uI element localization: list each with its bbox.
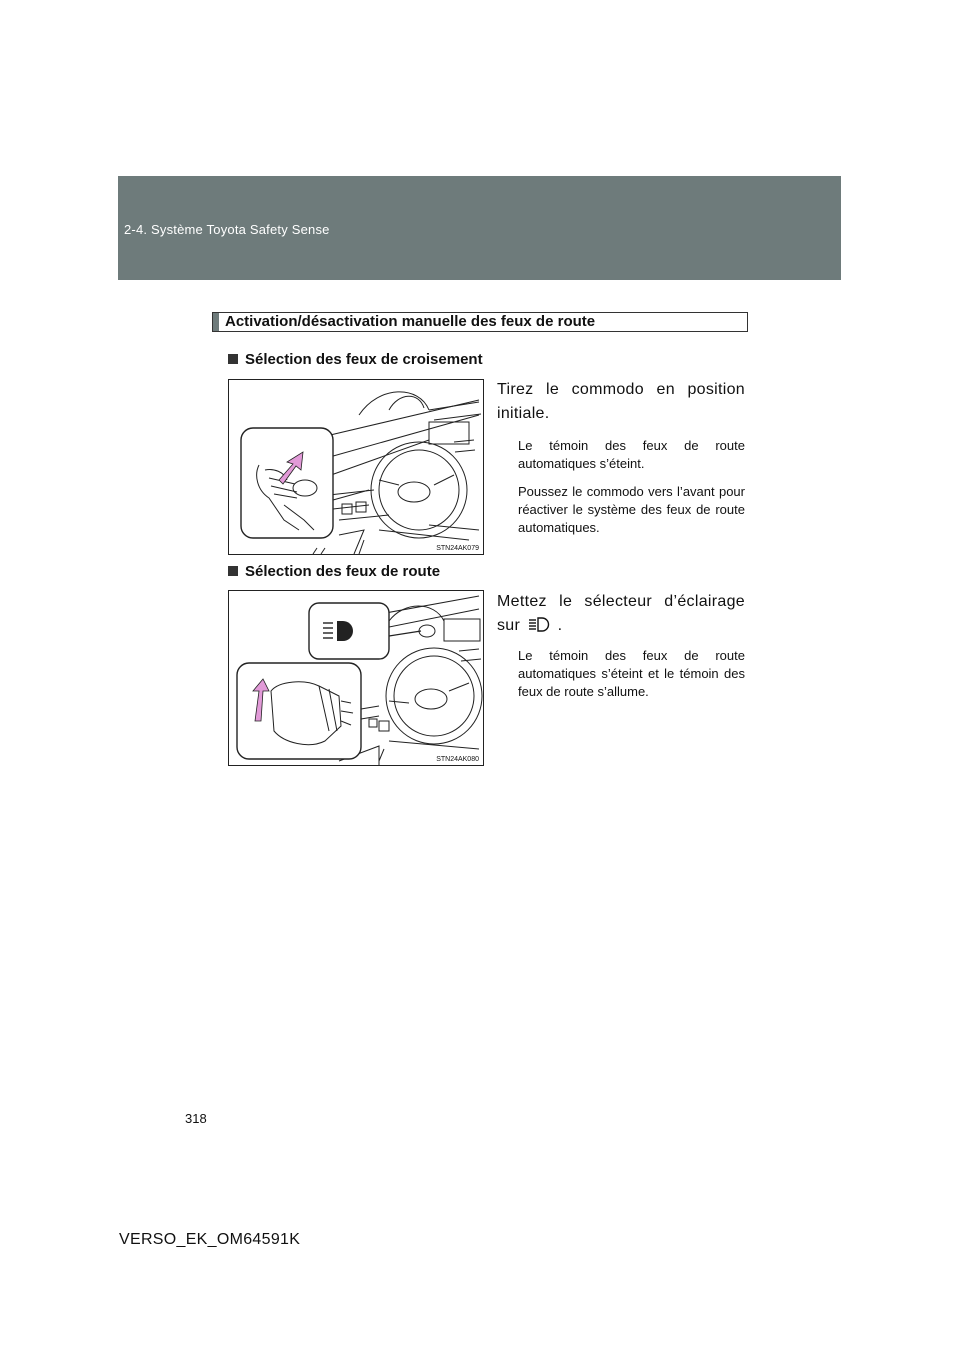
document-code: VERSO_EK_OM64591K xyxy=(119,1231,301,1248)
page-number: 318 xyxy=(185,1111,207,1126)
figure-code: STN24AK079 xyxy=(436,545,479,552)
low-beam-heading xyxy=(228,351,483,368)
bullet-square-icon xyxy=(228,566,238,576)
section-breadcrumb: 2-4. Système Toyota Safety Sense xyxy=(124,222,330,237)
low-beam-heading-text: Sélection des feux de croisement xyxy=(245,351,483,368)
high-beam-instruction-end: . xyxy=(557,617,563,634)
high-beam-heading xyxy=(228,563,440,580)
low-beam-note-1: Le témoin des feux de route automatiques s’éteint. xyxy=(518,438,745,471)
high-beam-instruction-text: Mettez le sélecteur d’éclairage sur xyxy=(497,593,745,634)
figure-code: STN24AK080 xyxy=(436,756,479,763)
low-beam-figure xyxy=(228,379,484,555)
high-beam-instruction xyxy=(497,590,745,638)
high-beam-note: Le témoin des feux de route automatiques s’éteint et le témoin des feux de route s’allume. xyxy=(518,648,745,699)
low-beam-instruction: Tirez le commodo en position initiale. xyxy=(497,381,745,422)
high-beam-figure xyxy=(228,590,484,766)
steering-column-illustration xyxy=(229,380,483,554)
high-beam-icon xyxy=(525,615,553,633)
low-beam-note-2: Poussez le commodo vers l’avant pour réactiver le système des feux de route automatiques. xyxy=(518,484,745,535)
high-beam-heading-text: Sélection des feux de route xyxy=(245,563,441,580)
bullet-square-icon xyxy=(228,354,238,364)
section-title: Activation/désactivation manuelle des feux de route xyxy=(212,312,748,332)
light-switch-illustration xyxy=(229,591,483,765)
